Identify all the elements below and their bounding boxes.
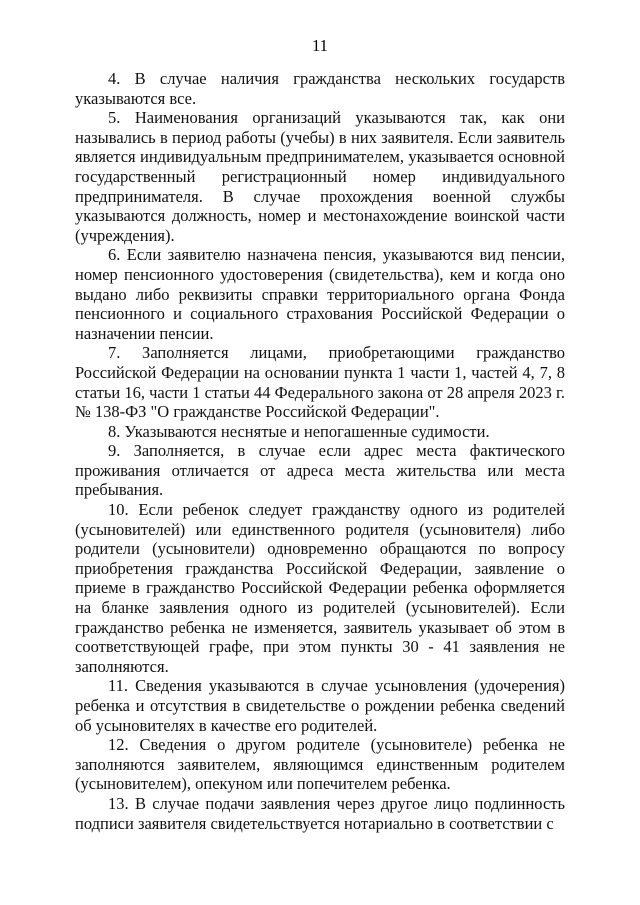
note-paragraph-12: 12. Сведения о другом родителе (усыновителе) ребенка не заполняются заявителем, являющимся единственным родителем (усыновителем), опекуном или попечителем ребенка. bbox=[75, 735, 565, 794]
note-paragraph-4: 4. В случае наличия гражданства нескольких государств указываются все. bbox=[75, 69, 565, 108]
note-paragraph-13: 13. В случае подачи заявления через другое лицо подлинность подписи заявителя свидетельствуется нотариально в соответствии с bbox=[75, 793, 565, 833]
page-number: 11 bbox=[312, 36, 328, 55]
note-paragraph-5: 5. Наименования организаций указываются так, как они назывались в период работы (учебы) в них заявителя. Если заявитель является индивидуальным предпринимателем, указывается основной государственный регистрационный номер индивидуального предпринимателя. В случае прохождения военной службы указываются должность, номер и местонахождение воинской части (учреждения). bbox=[75, 108, 565, 245]
note-paragraph-9: 9. Заполняется, в случае если адрес места фактического проживания отличается от адреса места жительства или места пребывания. bbox=[75, 441, 565, 500]
note-paragraph-10: 10. Если ребенок следует гражданству одного из родителей (усыновителей) или единственного родителя (усыновителя) либо родители (усыновители) одновременно обращаются по вопросу приобретения гражданства Российской Федерации, заявление о приеме в гражданство Российской Федерации ребенка оформляется на бланке заявления одного из родителей (усыновителей). Если гражданство ребенка не изменяется, заявитель указывает об этом в соответствующей графе, при этом пункты 30 - 41 заявления не заполняются. bbox=[75, 500, 565, 676]
note-paragraph-7: 7. Заполняется лицами, приобретающими гражданство Российской Федерации на основании пункта 1 части 1, частей 4, 7, 8 статьи 16, части 1 статьи 44 Федерального закона от 28 апреля 2023 г. № 138-ФЗ "О гражданстве Российской Федерации". bbox=[75, 343, 565, 422]
note-paragraph-11: 11. Сведения указываются в случае усыновления (удочерения) ребенка и отсутствия в свидетельстве о рождении ребенка сведений об усыновителях в качестве его родителей. bbox=[75, 676, 565, 735]
document-body bbox=[75, 69, 565, 833]
note-paragraph-8: 8. Указываются неснятые и непогашенные судимости. bbox=[108, 421, 490, 441]
note-paragraph-6: 6. Если заявителю назначена пенсия, указываются вид пенсии, номер пенсионного удостоверения (свидетельства), кем и когда оно выдано либо реквизиты справки территориального органа Фонда пенсионного и социального страхования Российской Федерации о назначении пенсии. bbox=[75, 245, 565, 343]
